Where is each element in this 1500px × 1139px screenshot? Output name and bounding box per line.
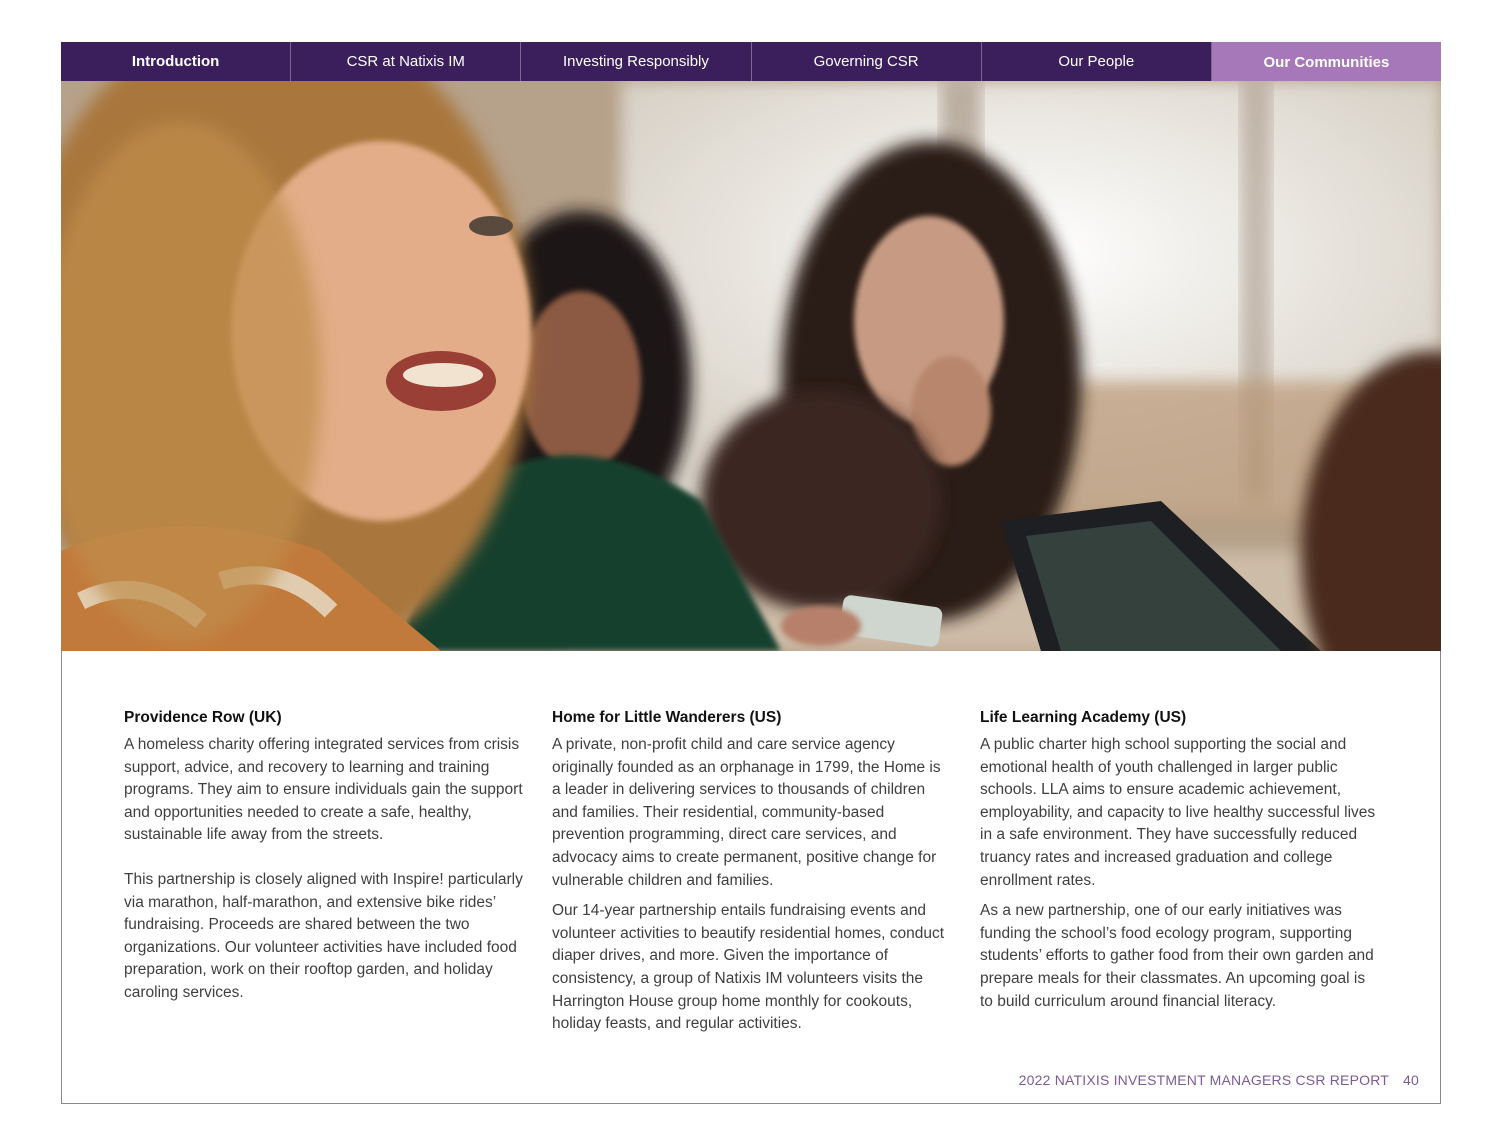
section-paragraph: A private, non-profit child and care service agency originally founded as an orphanage in 1799, the Home is a leader in delivering services to thousands of children and families. Their residential, community-based prevention programming, direct care services, and advocacy aims to create permanent, positive change for vulnerable children and families. — [552, 736, 941, 889]
section-paragraph: A homeless charity offering integrated services from crisis support, advice, and recovery to learning and training programs. They aim to ensure individuals gain the support and opportunities needed to create a safe, healthy, sustainable life away from the streets. — [124, 736, 523, 844]
section-paragraph: A public charter high school supporting the social and emotional health of youth challenged in larger public schools. LLA aims to ensure academic achievement, employability, and capacity to live healthy successful lives in a safe environment. They have successfully reduced truancy rates and increased graduation and college enrollment rates. — [980, 736, 1376, 889]
section-heading: Providence Row (UK) — [124, 709, 282, 726]
section-paragraph: This partnership is closely aligned with Inspire! particularly via marathon, half-marathon, and extensive bike rides’ fundraising. Proceeds are shared between the two organizations. Our volunteer activities have included food preparation, work on their rooftop garden, and holiday caroling services. — [124, 870, 523, 1001]
report-title: 2022 NATIXIS INVESTMENT MANAGERS CSR REPORT — [1018, 1072, 1390, 1088]
section-paragraph: As a new partnership, one of our early initiatives was funding the school’s food ecology program, supporting students’ efforts to gather food from their own garden and prepare meals for their classmates. An upcoming goal is to build curriculum around financial literacy. — [980, 902, 1374, 1010]
column-life-learning-academy — [980, 708, 1380, 1013]
section-heading: Home for Little Wanderers (US) — [552, 709, 782, 726]
tab-our-people[interactable]: Our People — [982, 42, 1212, 81]
top-navigation — [61, 42, 1441, 81]
column-providence-row — [124, 708, 524, 1005]
tab-investing-responsibly[interactable]: Investing Responsibly — [521, 42, 751, 81]
tab-csr-at-natixis-im[interactable]: CSR at Natixis IM — [291, 42, 521, 81]
students-photo-illustration — [61, 81, 1441, 651]
section-paragraph: Our 14-year partnership entails fundraising events and volunteer activities to beautify residential homes, conduct diaper drives, and more. Given the importance of consistency, a group of Natixis IM volunteers visits the Harrington House group home monthly for cookouts, holiday feasts, and regular activities. — [552, 902, 945, 1033]
page-footer — [1019, 1072, 1419, 1088]
tab-introduction[interactable]: Introduction — [61, 42, 291, 81]
section-heading: Life Learning Academy (US) — [980, 709, 1187, 726]
hero-photo — [61, 81, 1441, 651]
tab-our-communities[interactable]: Our Communities — [1212, 42, 1441, 87]
page-number: 40 — [1403, 1072, 1419, 1088]
tab-governing-csr[interactable]: Governing CSR — [752, 42, 982, 81]
column-home-for-little-wanderers — [552, 708, 952, 1036]
